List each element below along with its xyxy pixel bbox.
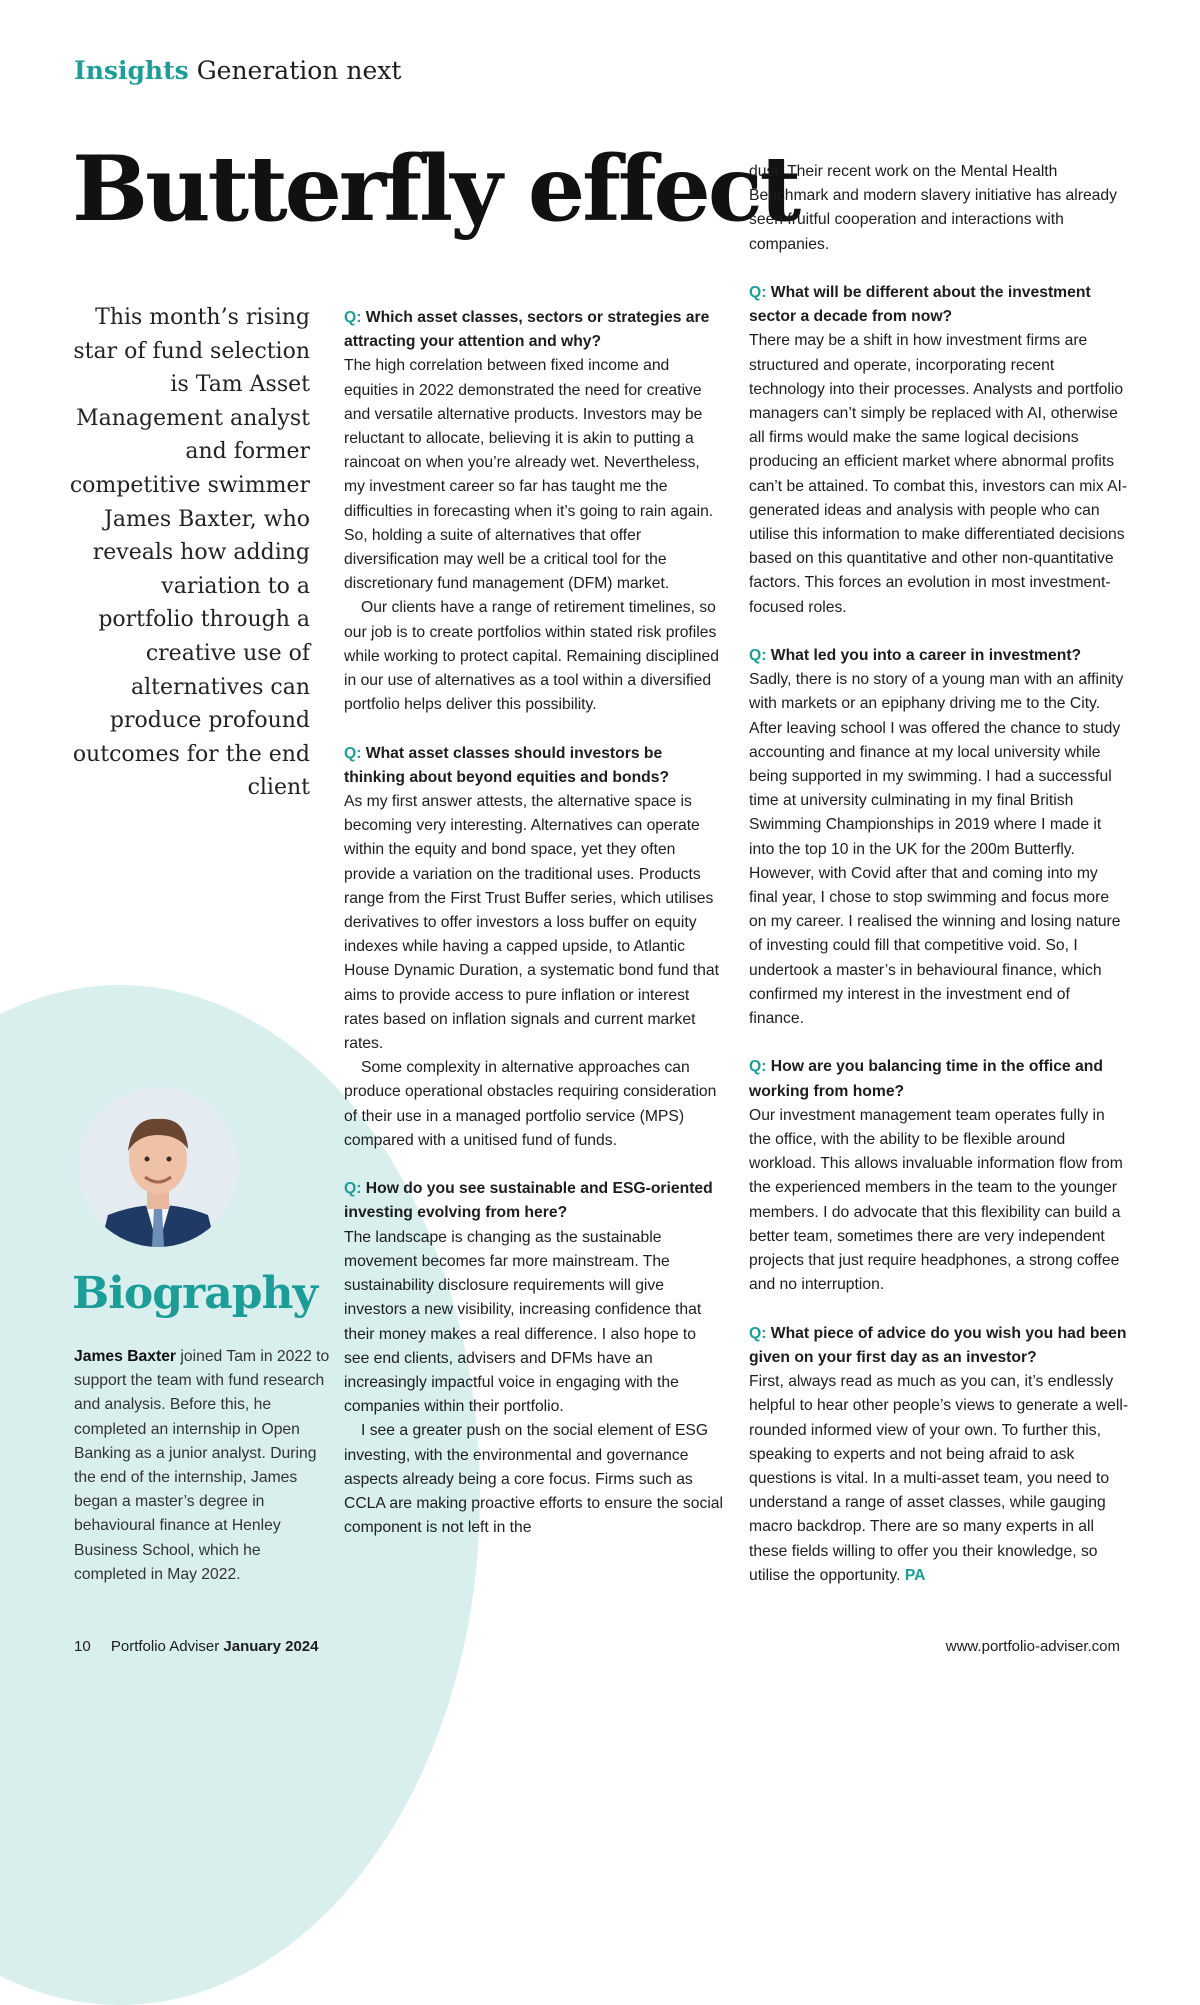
question-2 (344, 742, 724, 790)
portrait-photo (78, 1087, 238, 1247)
article-column-2 (749, 160, 1129, 1588)
question-label: Q: (344, 309, 362, 326)
question-label: Q: (749, 647, 767, 665)
biography-title: Biography (72, 1268, 318, 1319)
question-label: Q: (344, 1180, 362, 1198)
biography-name: James Baxter (74, 1348, 177, 1365)
answer-paragraph: I see a greater push on the social element of ESG investing, with the environmental and governance aspects already being a core focus. Firms such as CCLA are making proactive efforts to ensure the social component is not left in the (344, 1422, 724, 1537)
page-number: 10 (74, 1638, 91, 1655)
biography-text (74, 1345, 334, 1587)
question-text: How are you balancing time in the office and working from home? (749, 1058, 1103, 1100)
question-text: What will be different about the investment sector a decade from now? (749, 284, 1091, 326)
answer-paragraph: Our clients have a range of retirement timelines, so our job is to create portfolios within stated risk profiles while working to protect capital. Remaining disciplined in our use of alternatives as a tool within a diversified portfolio helps deliver this possibility. (344, 599, 719, 714)
question-4 (749, 281, 1129, 329)
issue-date: January 2024 (223, 1638, 319, 1655)
answer-paragraph: Some complexity in alternative approaches can produce operational obstacles requiring consideration of their use in a managed portfolio service (MPS) compared with a unitised fund of funds. (344, 1059, 717, 1149)
headline: Butterfly effect (72, 136, 799, 242)
question-7 (749, 1322, 1129, 1370)
end-sign: PA (904, 1566, 926, 1584)
question-label: Q: (749, 284, 767, 301)
answer-paragraph: The high correlation between fixed income and equities in 2022 demonstrated the need for creative and versatile alternative products. Investors may be reluctant to allocate, believing it is akin to putting a raincoat on when you’re already wet. Nevertheless, my investment career so far has taught me the difficulties in forecasting when it’s going to rain again. So, holding a suite of alternatives that offer diversification may well be a critical tool for the discretionary fund management (DFM) market. (344, 357, 714, 593)
question-text: How do you see sustainable and ESG-oriented investing evolving from here? (344, 1180, 713, 1222)
footer-left (74, 1638, 319, 1655)
section-header (74, 56, 401, 85)
subsection-label: Generation next (196, 56, 402, 85)
question-1 (344, 306, 724, 354)
biography-body: joined Tam in 2022 to support the team with fund research and analysis. Before this, he completed an internship in Open Banking as a junior analyst. During the end of the internship, James began a master’s degree in behavioural finance at Henley Business School, which he completed in May 2022. (74, 1348, 330, 1583)
question-text: Which asset classes, sectors or strategies are attracting your attention and why? (344, 309, 710, 351)
portrait-illustration (78, 1087, 238, 1247)
question-6 (749, 1055, 1129, 1103)
question-label: Q: (344, 744, 362, 762)
continued-paragraph: dust. Their recent work on the Mental Health Benchmark and modern slavery initiative has already seen fruitful cooperation and interactions with companies. (749, 163, 1117, 253)
question-5 (749, 644, 1129, 668)
footer-website: www.portfolio-adviser.com (945, 1638, 1120, 1655)
answer-paragraph: There may be a shift in how investment firms are structured and operate, incorporating recent technology into their processes. Analysts and portfolio managers can’t simply be replaced with AI, otherwise all firms would make the same logical decisions producing an efficient market where abnormal profits can’t be attained. To combat this, investors can mix AI-generated ideas and analysis with people who can utilise this information to make differentiated decisions based on this quantitative and other non-quantitative factors. This forces an evolution in most investment-focused roles. (749, 332, 1128, 616)
answer-paragraph: As my first answer attests, the alternative space is becoming very interesting. Alternatives can operate within the equity and bond space, yet they often provide a variation on the traditional uses. Products range from the First Trust Buffer series, which utilises derivatives to offer investors a loss buffer on equity indexes while having a capped upside, to Atlantic House Dynamic Duration, a systematic bond fund that aims to provide access to pure inflation or interest rates based on inflation signals and current market rates. (344, 793, 719, 1053)
question-label: Q: (749, 1324, 767, 1342)
publication-name: Portfolio Adviser (110, 1638, 220, 1655)
section-label: Insights (74, 56, 189, 85)
answer-paragraph: Sadly, there is no story of a young man with an affinity with markets or an epiphany driving me to the City. After leaving school I was offered the chance to study accounting and finance at my local university while being supported in my swimming. I had a successful time at university culminating in my final British Swimming Championships in 2019 where I made it into the top 10 in the UK for the 200m Butterfly. However, with Covid after that and coming into my final year, I chose to stop swimming and focus more on my career. I realised the winning and losing nature of investing could fill that competitive void. So, I undertook a master’s in behavioural finance, which confirmed my interest in the investment end of finance. (749, 671, 1124, 1028)
question-label: Q: (749, 1058, 767, 1076)
question-text: What led you into a career in investment? (770, 647, 1082, 665)
standfirst: This month’s rising star of fund selection is Tam Asset Management analyst and former competitive swimmer James Baxter, who reveals how adding variation to a portfolio through a creative use of alternatives can produce profound outcomes for the end client (69, 305, 310, 801)
question-3 (344, 1177, 724, 1225)
answer-paragraph (749, 1370, 1129, 1588)
question-text: What asset classes should investors be thinking about beyond equities and bonds? (344, 744, 670, 786)
question-text: What piece of advice do you wish you had been given on your first day as an investor? (749, 1324, 1127, 1366)
answer-paragraph: The landscape is changing as the sustainable movement becomes far more mainstream. The sustainability disclosure requirements will give investors a new visibility, increasing confidence that their money makes a real difference. I also hope to see end clients, advisers and DFMs have an increasingly impactful voice in engaging with the companies within their portfolio. (344, 1228, 702, 1416)
answer-text: First, always read as much as you can, it’s endlessly helpful to hear other people’s views to generate a well-rounded informed view of your own. To further this, speaking to experts and not being afraid to ask questions is vital. In a multi-asset team, you need to understand a range of asset classes, while gauging macro backdrop. There are so many experts in all these fields willing to offer you their knowledge, so utilise the opportunity. (749, 1373, 1129, 1584)
answer-paragraph: Our investment management team operates fully in the office, with the ability to be flexible around workload. This allows invaluable information flow from the experienced members in the team to the younger members. I do advocate that this flexibility can build a better team, sometimes there are very independent projects that just require headphones, a strong coffee and no interruption. (749, 1106, 1123, 1294)
article-column-1 (344, 306, 724, 1540)
